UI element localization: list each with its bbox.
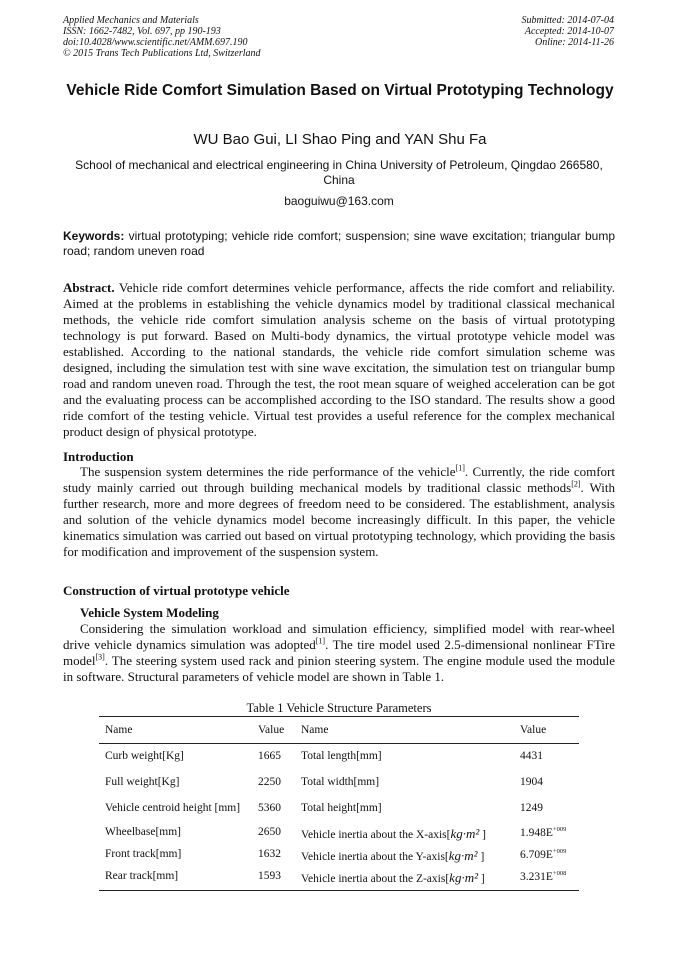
- param-name: Vehicle inertia about the Y-axis[kg·m² ]: [301, 848, 485, 863]
- param-name: Total length[mm]: [301, 750, 382, 762]
- param-name: Vehicle centroid height [mm]: [105, 802, 241, 814]
- abstract: [63, 280, 615, 440]
- keywords-label: Keywords:: [63, 229, 125, 243]
- affiliation: School of mechanical and electrical engineering in China University of Petroleum, Qingdao 266580, China: [75, 158, 603, 187]
- param-name: Vehicle inertia about the Z-axis[kg·m² ]: [301, 870, 485, 885]
- param-value: 1593: [258, 870, 281, 882]
- param-name: Rear track[mm]: [105, 870, 179, 882]
- table-header-row: [99, 717, 579, 744]
- table-row: [99, 770, 579, 796]
- table-row: [99, 796, 579, 820]
- copyright-line: © 2015 Trans Tech Publications Ltd, Switzerland: [63, 48, 261, 59]
- abstract-text: Vehicle ride comfort determines vehicle performance, affects the ride comfort and reliability. Aimed at the problems in establishing the vehicle dynamics model by traditional classical mechanical methods, the vehicle ride comfort simulation analysis scheme on the basis of virtual prototyping technology is put forward. Based on Multi-body dynamics, the virtual prototype vehicle model was established. According to the national standards, the vehicle ride comfort simulation scheme was designed, including the simulation test with sine wave excitation, the simulation test on triangular bump road and random uneven road. Through the test, the root mean square of weighed acceleration can be got and the evaluating process can be accomplished according to the ISO standard. The results show a good ride comfort of the testing vehicle. Virtual test provides a useful reference for the complex mechanical product design of physical prototype.: [63, 280, 615, 439]
- author-email[interactable]: baoguiwu@163.com: [284, 194, 394, 208]
- doi-line: doi:10.4028/www.scientific.net/AMM.697.190: [63, 37, 248, 48]
- online-date: Online: 2014-11-26: [535, 37, 614, 48]
- header-value-1: Value: [258, 724, 285, 736]
- modeling-paragraph: Considering the simulation workload and simulation efficiency, simplified model with rear-wheel drive vehicle dynamics simulation was adopted[1]. The tire model used 2.5-dimensional nonlinear FTire model[3]. The steering system used rack and pinion steering system. The engine module used the module in software. Structural parameters of vehicle model are shown in Table 1.: [63, 621, 616, 684]
- table-row: [99, 864, 579, 890]
- citation-2[interactable]: [2]: [571, 479, 581, 489]
- authors: WU Bao Gui, LI Shao Ping and YAN Shu Fa: [193, 131, 487, 148]
- param-value: $3.231E^{+008}$: [520, 870, 567, 883]
- dates-info: [522, 15, 615, 48]
- param-value: 1632: [258, 848, 281, 860]
- header-name-2: Name: [301, 724, 329, 736]
- issn-line: ISSN: 1662-7482, Vol. 697, pp 190-193: [63, 26, 221, 37]
- modeling-subheading: Vehicle System Modeling: [80, 605, 219, 620]
- table-caption: Table 1 Vehicle Structure Parameters: [246, 701, 432, 715]
- param-value: 1665: [258, 750, 281, 762]
- param-value: 2650: [258, 826, 281, 838]
- param-name: Total height[mm]: [301, 802, 382, 814]
- table-body: [99, 744, 579, 890]
- header-name-1: Name: [105, 724, 133, 736]
- inertia-unit: kg·m²: [450, 826, 480, 841]
- param-value: 1904: [520, 776, 543, 788]
- param-name: Front track[mm]: [105, 848, 182, 860]
- table-row: [99, 744, 579, 770]
- table-row: [99, 842, 579, 864]
- table-row: [99, 820, 579, 842]
- header-value-2: Value: [520, 724, 547, 736]
- param-name: Full weight[Kg]: [105, 776, 180, 788]
- exponent: +009: [552, 826, 567, 833]
- paper-title: Vehicle Ride Comfort Simulation Based on Virtual Prototyping Technology: [66, 82, 614, 99]
- param-name: Curb weight[Kg]: [105, 750, 184, 762]
- citation-1[interactable]: [1]: [455, 463, 465, 473]
- exponent: +009: [552, 848, 567, 855]
- introduction-paragraph: The suspension system determines the ride performance of the vehicle[1]. Currently, the ride comfort study mainly carried out through building mechanical models by traditional classic methods[2]. With further research, more and more degrees of freedom need to be considered. The establishment, analysis and solution of the vehicle dynamics model become increasingly difficult. In this paper, the vehicle kinematics simulation was carried out based on virtual prototyping technology, which providing the basis for modification and improvement of the suspension system.: [63, 463, 615, 559]
- construction-heading: Construction of virtual prototype vehicle: [63, 583, 290, 598]
- citation-1b[interactable]: [1]: [315, 636, 326, 646]
- param-value: $6.709E^{+009}$: [520, 848, 567, 861]
- inertia-unit: kg·m²: [448, 848, 478, 863]
- param-name: Total width[mm]: [301, 776, 380, 788]
- abstract-label: Abstract.: [63, 280, 115, 295]
- journal-info: [63, 15, 261, 59]
- keywords-text: virtual prototyping; vehicle ride comfort; suspension; sine wave excitation; triangular bump road; random uneven road: [63, 229, 615, 258]
- keywords: [63, 229, 615, 259]
- param-name: Wheelbase[mm]: [105, 826, 181, 838]
- citation-3[interactable]: [3]: [95, 652, 105, 662]
- param-value: 2250: [258, 776, 281, 788]
- submitted-date: Submitted: 2014-07-04: [521, 15, 614, 26]
- param-value: 5360: [258, 802, 281, 814]
- param-value: $1.948E^{+009}$: [520, 826, 567, 839]
- introduction-heading: Introduction: [63, 449, 134, 464]
- accepted-date: Accepted: 2014-10-07: [524, 26, 614, 37]
- exponent: +008: [552, 870, 567, 877]
- journal-name: Applied Mechanics and Materials: [63, 15, 199, 26]
- param-value: 1249: [520, 802, 543, 814]
- inertia-unit: kg·m²: [449, 870, 478, 885]
- vehicle-parameters-table: [99, 716, 579, 891]
- param-name: Vehicle inertia about the X-axis[kg·m² ]: [301, 826, 486, 841]
- param-value: 4431: [520, 750, 543, 762]
